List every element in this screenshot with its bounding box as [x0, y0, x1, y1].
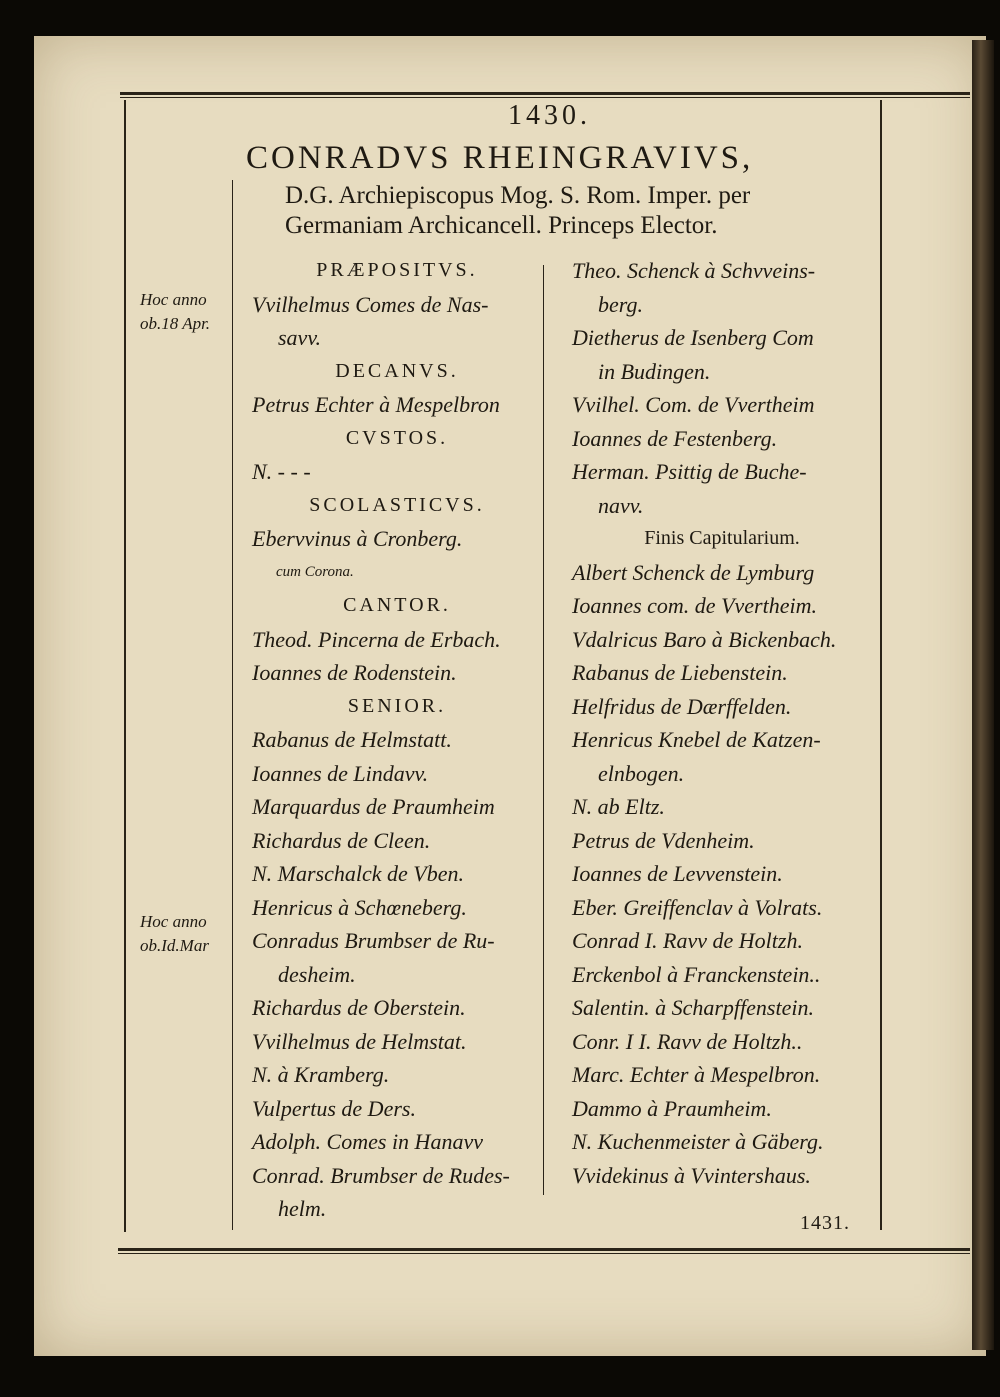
- list-item: N. Marschalck de Vben.: [252, 861, 464, 886]
- list-item: N. à Kramberg.: [252, 1062, 390, 1087]
- list-item: Richardus de Cleen.: [252, 827, 431, 853]
- page-title: CONRADVS RHEINGRAVIVS,: [246, 140, 754, 176]
- list-item: N. Kuchenmeister à Gäberg.: [572, 1129, 824, 1154]
- list-item: N. - - -: [252, 459, 311, 484]
- list-item: desheim.: [278, 961, 356, 987]
- page-number: 1430.: [508, 100, 591, 131]
- list-item: Erckenbol à Franckenstein..: [572, 961, 821, 987]
- list-item: Herman. Psittig de Buche-: [572, 459, 807, 484]
- list-item: in Budingen.: [598, 358, 711, 384]
- right-border-line: [880, 100, 882, 1230]
- subtitle-line-2: Germaniam Archicancell. Princeps Elector.: [285, 212, 718, 239]
- list-item: Dietherus de Isenberg Com: [572, 325, 814, 350]
- list-item: Petrus Echter à Mespelbron: [252, 392, 500, 417]
- list-item: Eber. Greiffenclav à Volrats.: [572, 894, 823, 920]
- list-item: Vvidekinus à Vvintershaus.: [572, 1162, 811, 1188]
- list-item: PRÆPOSITVS.: [316, 259, 478, 281]
- list-item: DECANVS.: [335, 359, 459, 382]
- book-edge: [972, 40, 994, 1350]
- top-rule: [120, 92, 970, 95]
- list-item: Theod. Pincerna de Erbach.: [252, 626, 501, 652]
- list-item: Theo. Schenck à Schvveins-: [572, 258, 816, 283]
- list-item: Rabanus de Liebenstein.: [572, 660, 788, 685]
- list-item: elnbogen.: [598, 760, 685, 786]
- bottom-rule-thin: [118, 1253, 970, 1254]
- list-item: Richardus de Oberstein.: [252, 995, 466, 1020]
- list-item: Vvilhelmus de Helmstat.: [252, 1028, 467, 1054]
- list-item: Vvilhelmus Comes de Nas-: [252, 291, 489, 317]
- right-column-list: [572, 254, 872, 1192]
- list-item: Ioannes de Festenberg.: [572, 425, 778, 451]
- list-item: Vdalricus Baro à Bickenbach.: [572, 626, 837, 652]
- list-item: savv.: [278, 325, 321, 350]
- list-item: berg.: [598, 291, 644, 317]
- top-rule-thin: [120, 97, 970, 98]
- list-item: Petrus de Vdenheim.: [572, 827, 755, 853]
- list-item: Adolph. Comes in Hanavv: [252, 1129, 483, 1154]
- list-item: Marc. Echter à Mespelbron.: [572, 1062, 821, 1087]
- list-item: Marquardus de Praumheim: [252, 794, 495, 819]
- list-item: SENIOR.: [347, 694, 447, 717]
- list-item: Conradus Brumbser de Ru-: [252, 928, 495, 953]
- list-item: Ioannes de Levvenstein.: [572, 861, 783, 886]
- left-border-line: [124, 100, 126, 1232]
- margin-note-1-line-2: ob.18 Apr.: [140, 314, 211, 333]
- list-item: Conr. I I. Ravv de Holtzh..: [572, 1028, 803, 1054]
- margin-note-1-line-1: Hoc anno: [140, 290, 207, 309]
- list-item: Ebervvinus à Cronberg.: [252, 526, 463, 551]
- list-item: cum Corona.: [276, 563, 354, 580]
- subtitle-line-1: D.G. Archiepiscopus Mog. S. Rom. Imper. per: [285, 182, 751, 209]
- left-column-list: [252, 254, 542, 1226]
- list-item: Vvilhel. Com. de Vvertheim: [572, 392, 815, 417]
- list-item: CVSTOS.: [345, 426, 449, 449]
- margin-note-1: [140, 288, 210, 336]
- list-item: Ioannes com. de Vvertheim.: [572, 593, 817, 618]
- list-item: Vulpertus de Ders.: [252, 1095, 416, 1121]
- list-item: SCOLASTICVS.: [309, 493, 485, 516]
- list-item: Helfridus de Dærffelden.: [572, 693, 792, 719]
- margin-divider-line: [232, 180, 233, 1230]
- list-item: CANTOR.: [343, 594, 451, 616]
- margin-note-2: [140, 910, 209, 958]
- list-item: navv.: [598, 492, 644, 518]
- list-item: Ioannes de Rodenstein.: [252, 660, 457, 685]
- margin-note-2-line-1: Hoc anno: [140, 912, 207, 931]
- list-item: Rabanus de Helmstatt.: [252, 727, 452, 752]
- column-divider-line: [543, 265, 544, 1195]
- list-item: Dammo à Praumheim.: [572, 1095, 772, 1121]
- catchword-page-number: 1431.: [800, 1212, 850, 1234]
- list-item: Finis Capitularium.: [644, 527, 800, 549]
- list-item: Salentin. à Scharpffenstein.: [572, 995, 814, 1020]
- list-item: Albert Schenck de Lymburg: [572, 559, 815, 585]
- list-item: Henricus Knebel de Katzen-: [572, 727, 821, 752]
- margin-note-2-line-2: ob.Id.Mar: [140, 936, 209, 955]
- list-item: helm.: [278, 1196, 327, 1221]
- list-item: Henricus à Schœneberg.: [252, 894, 467, 920]
- list-item: Conrad I. Ravv de Holtzh.: [572, 928, 803, 953]
- list-item: N. ab Eltz.: [572, 794, 665, 819]
- bottom-rule: [118, 1248, 970, 1251]
- list-item: Ioannes de Lindavv.: [252, 760, 429, 786]
- list-item: Conrad. Brumbser de Rudes-: [252, 1162, 510, 1188]
